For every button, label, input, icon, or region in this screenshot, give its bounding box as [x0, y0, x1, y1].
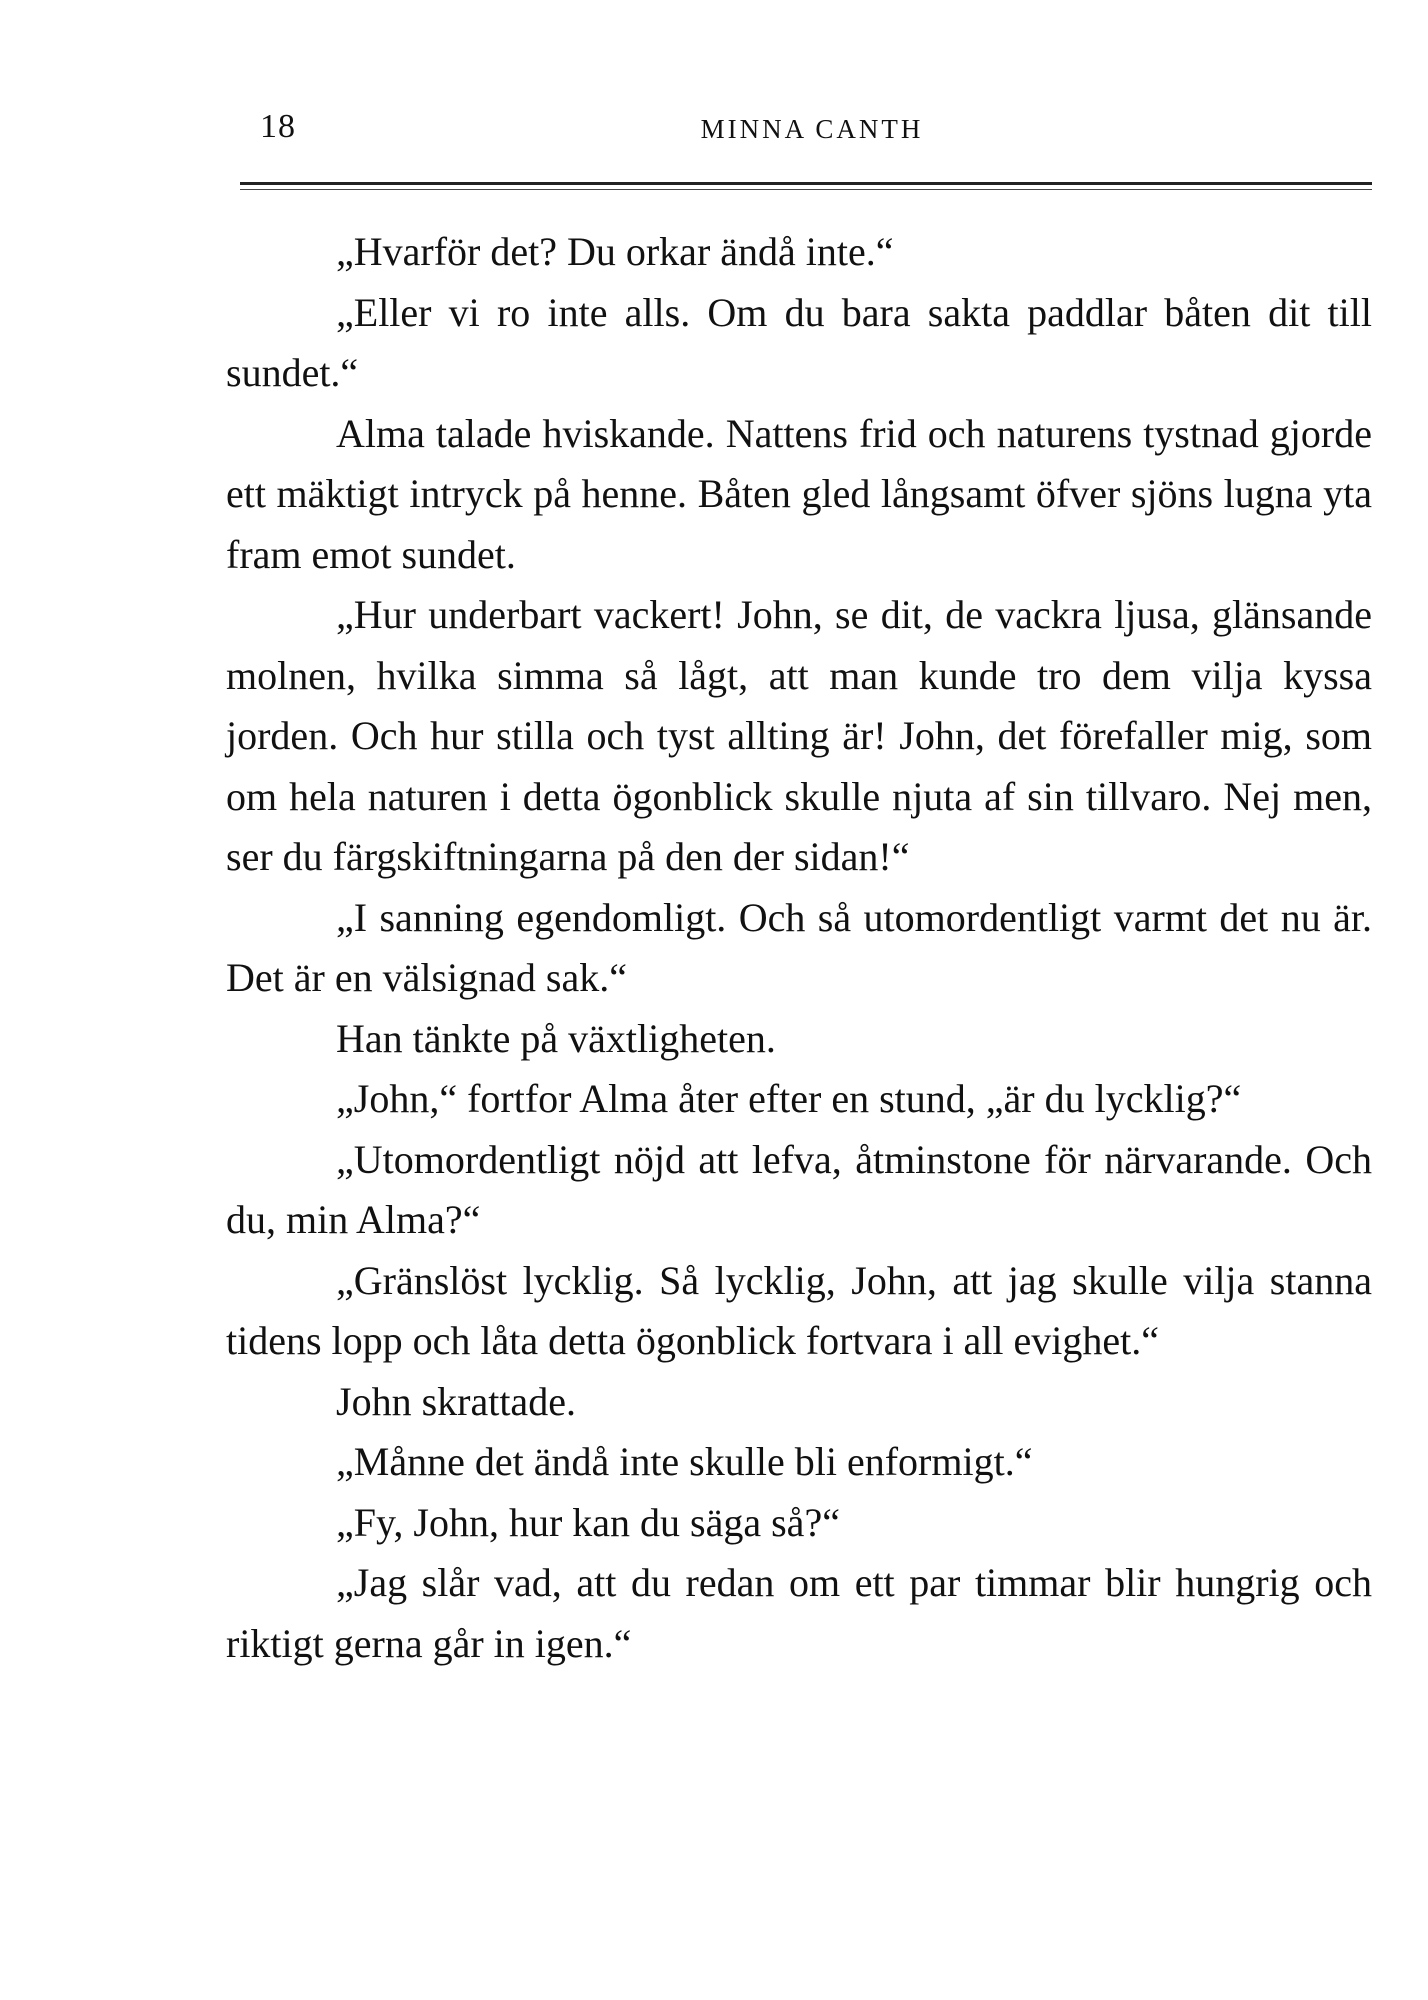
- paragraph: „Hur underbart vackert! John, se dit, de vackra ljusa, glänsande molnen, hvilka simma så lågt, att man kunde tro dem vilja kyssa jorden. Och hur stilla och tyst allting är! John, det förefaller mig, som om hela naturen i detta ögonblick skulle njuta af sin tillvaro. Nej men, ser du färgskiftningarna på den der sidan!“: [226, 592, 1372, 879]
- paragraph: „Hvarför det? Du orkar ändå inte.“: [336, 229, 894, 274]
- paragraph: „Eller vi ro inte alls. Om du bara sakta paddlar båten dit till sundet.“: [226, 289, 1372, 395]
- page-number: 18: [260, 108, 296, 145]
- paragraph: „Utomordentligt nöjd att lefva, åtminstone för närvarande. Och du, min Alma?“: [226, 1136, 1372, 1242]
- running-head: MINNA CANTH: [700, 114, 924, 144]
- body-text: [226, 222, 1372, 1674]
- paragraph: John skrattade.: [336, 1378, 576, 1424]
- paragraph: „Fy, John, hur kan du säga så?“: [336, 1499, 840, 1545]
- paragraph: Alma talade hviskande. Nattens frid och naturens tystnad gjorde ett mäktigt intryck på henne. Båten gled långsamt öfver sjöns lugna yta fram emot sundet.: [226, 410, 1372, 577]
- paragraph: „Jag slår vad, att du redan om ett par timmar blir hungrig och riktigt gerna går in igen.“: [226, 1560, 1372, 1666]
- header-rule-thick: [240, 182, 1372, 185]
- paragraph: „John,“ fortfor Alma åter efter en stund, „är du lycklig?“: [336, 1076, 1242, 1121]
- paragraph: „Gränslöst lycklig. Så lycklig, John, att jag skulle vilja stanna tidens lopp och låta detta ögonblick fortvara i all evighet.“: [226, 1257, 1372, 1363]
- paragraph: Han tänkte på växtligheten.: [336, 1015, 776, 1061]
- header-rule-thin: [240, 189, 1372, 190]
- paragraph: „Månne det ändå inte skulle bli enformigt.“: [336, 1439, 1033, 1484]
- paragraph: „I sanning egendomligt. Och så utomordentligt varmt det nu är. Det är en välsignad sak.“: [226, 894, 1372, 1000]
- page-header: [252, 100, 1372, 160]
